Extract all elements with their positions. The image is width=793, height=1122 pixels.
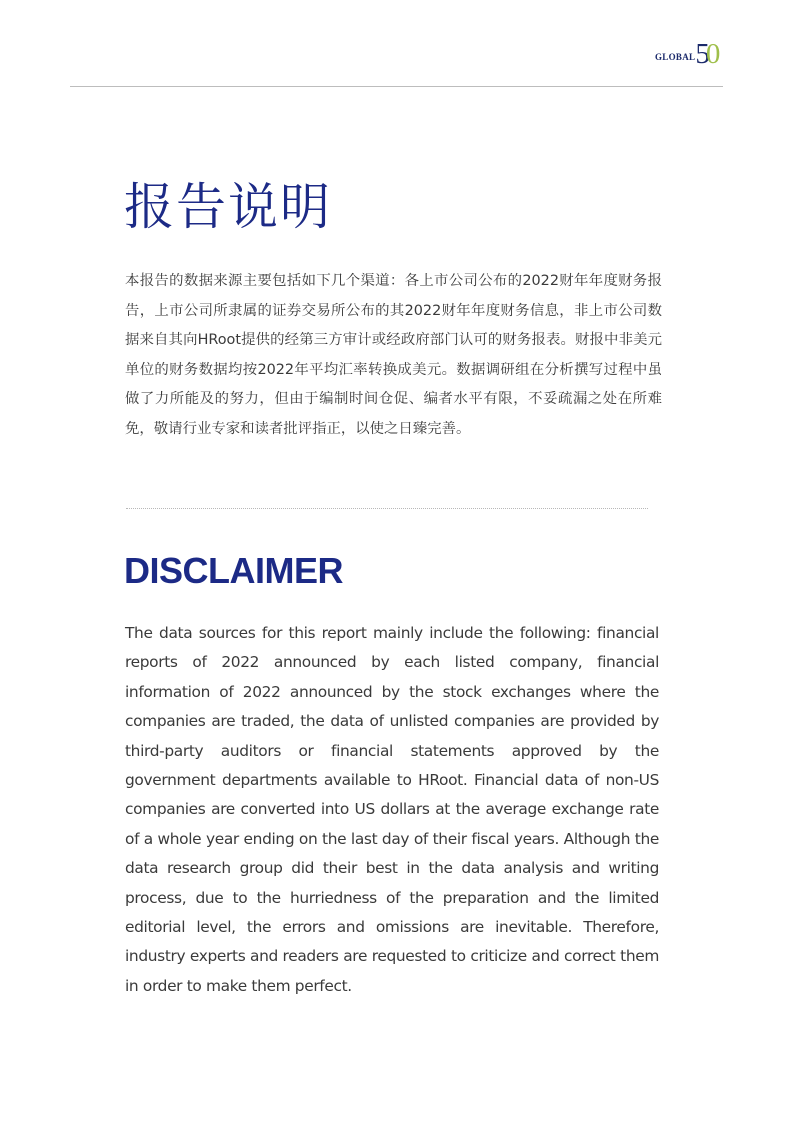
global-50-logo [655, 38, 729, 70]
header-divider [70, 86, 723, 87]
disclaimer-body: The data sources for this report mainly include the following: financial reports of 2022 announced by each listed company, financial information of 2022 announced by the stock exchanges where the companies are traded, the data of unlisted companies are provided by third-party auditors or financial statements approved by the government departments available to HRoot. Financial data of non-US companies are converted into US dollars at the average exchange rate of a whole year ending on the last day of their fiscal years. Although the data research group did their best in the data analysis and writing process, due to the hurriedness of the preparation and the limited editorial level, the errors and omissions are inevitable. Therefore, industry experts and readers are requested to criticize and correct them in order to make them perfect. [125, 624, 659, 995]
logo-number-five: 5 [695, 37, 710, 70]
logo-number-zero: 0 [705, 37, 721, 70]
section-divider [126, 508, 648, 509]
disclaimer-title: DISCLAIMER [124, 550, 343, 591]
logo-text: GLOBAL [655, 52, 696, 62]
chinese-section-body: 本报告的数据来源主要包括如下几个渠道：各上市公司公布的2022财年年度财务报告，上市公司所隶属的证券交易所公布的其2022财年年度财务信息，非上市公司数据来自其向HRoot提供的经第三方审计或经政府部门认可的财务报表。财报中非美元单位的财务数据均按2022年平均汇率转换成美元。数据调研组在分析撰写过程中虽做了力所能及的努力，但由于编制时间仓促、编者水平有限，不妥疏漏之处在所难免，敬请行业专家和读者批评指正，以使之日臻完善。 [125, 273, 662, 437]
chinese-section-title: 报告说明 [124, 178, 332, 236]
logo-number [695, 37, 721, 70]
